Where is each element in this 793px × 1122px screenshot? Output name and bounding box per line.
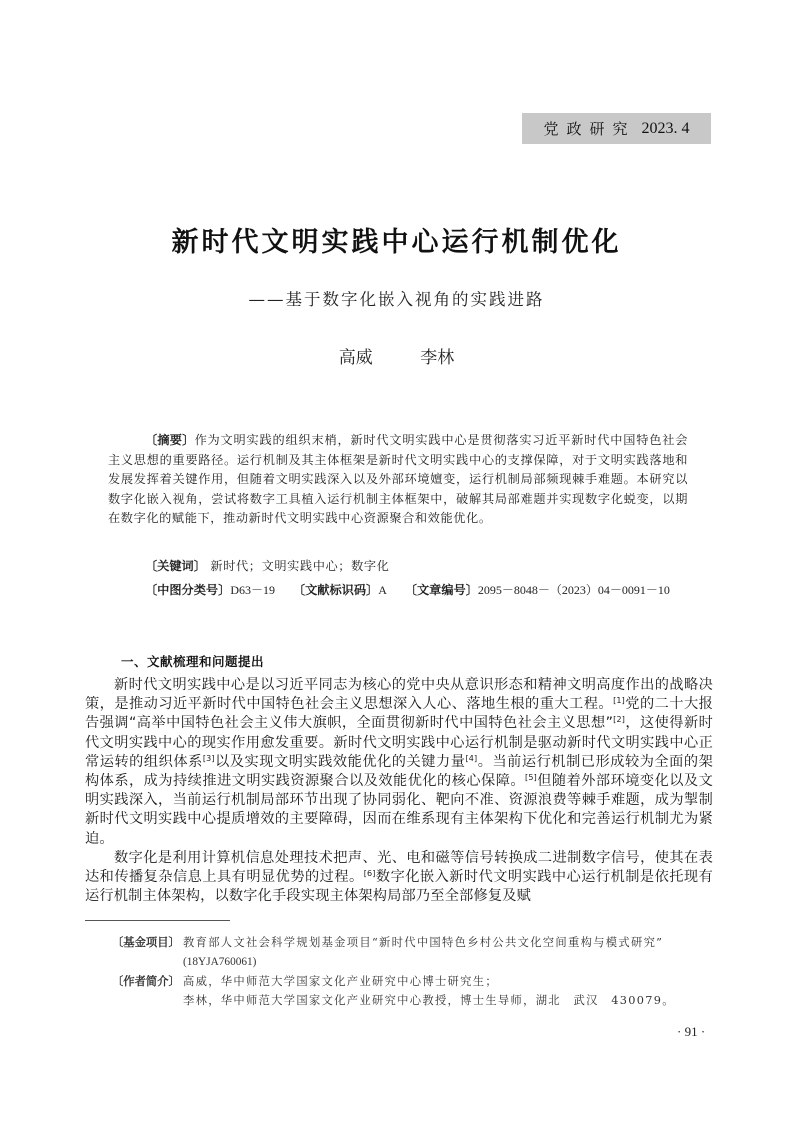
paragraph-text: 数字化嵌入新时代文明实践中心运行机制是依托现有运行机制主体架构，以数字化手段实现主体架构局部乃至全部修复及赋	[85, 869, 713, 905]
paragraph-text: 党的二十大报告强调“高举中国特色社会主义伟大旗帜，全面贯彻新时代中国特色社会主义思想”	[85, 696, 714, 732]
journal-header-badge	[522, 113, 711, 144]
author-name: 李林	[420, 348, 455, 368]
paragraph-text: 数字化是利用计算机信息处理技术把声、光、电和磁等信号转换成二进制数字信号，使其在表达和传播复杂信息上具有明显优势的过程。	[85, 849, 713, 886]
author-bio-label: 〔作者简介〕	[112, 975, 180, 988]
clc-label: 〔中图分类号〕	[145, 583, 231, 597]
keywords-text: 新时代；文明实践中心；数字化	[210, 559, 390, 573]
fund-footnote	[112, 933, 717, 972]
fund-label: 〔基金项目〕	[112, 936, 180, 949]
article-title: 新时代文明实践中心运行机制优化	[171, 227, 622, 258]
footnotes	[112, 933, 717, 1010]
body-paragraph	[85, 849, 713, 907]
abstract-text: 作为文明实践的组织末梢，新时代文明实践中心是贯彻落实习近平新时代中国特色社会主义思想的重要路径。运行机制及其主体框架是新时代文明实践中心的支撑保障，对于文明实践落地和发展发挥着关键作用，但随着文明实践深入以及外部环境嬗变，运行机制局部频现棘手难题。本研究以数字化嵌入视角，尝试将数字工具植入运行机制主体框架中，破解其局部难题并实现数字化蜕变，以期在数字化的赋能下，推动新时代文明实践中心资源聚合和效能优化。	[108, 433, 688, 525]
citation-marker[interactable]: [1]	[613, 696, 625, 706]
body-text	[85, 676, 713, 906]
footnote-divider	[85, 920, 230, 921]
page-number: · 91 ·	[677, 1024, 706, 1039]
paragraph-text: 。当前运行机制已形成较为全面的架构体系，成为持续推进文明实践资源聚合以及效能优化的核心保障。	[85, 753, 713, 790]
author-name: 高威	[338, 348, 373, 368]
abstract-label: 〔摘要〕	[145, 433, 195, 447]
fund-text: 教育部人文社会科学规划基金项目“新时代中国特色乡村公共文化空间重构与模式研究”	[183, 936, 664, 949]
author-footnote	[112, 972, 717, 1010]
journal-issue: 2023. 4	[641, 119, 690, 137]
citation-marker[interactable]: [5]	[525, 773, 537, 783]
article-no-label: 〔文章编号〕	[404, 583, 478, 597]
citation-marker[interactable]: [4]	[465, 753, 478, 763]
keywords-label: 〔关键词〕	[145, 559, 206, 573]
keywords-line	[145, 557, 389, 574]
paragraph-text: 以及实现文明实践效能优化的关键力量	[214, 753, 466, 770]
article-no-value: 2095－8048－（2023）04－0091－10	[477, 583, 670, 597]
fund-number: (18YJA760061)	[183, 956, 257, 968]
body-paragraph	[85, 676, 713, 849]
doc-code-value: A	[378, 583, 387, 597]
article-subtitle: ——基于数字化嵌入视角的实践进路	[248, 290, 545, 309]
journal-name: 党政研究	[543, 120, 636, 138]
paragraph-text: ，这使得新时代文明实践中心的现实作用愈发重要。新时代文明实践中心运行机制是驱动新时代文明实践中心正常运转的组织体系	[85, 715, 713, 770]
citation-marker[interactable]: [6]	[363, 869, 376, 879]
citation-marker[interactable]: [2]	[613, 715, 626, 725]
classification-line	[145, 581, 670, 598]
abstract	[108, 431, 688, 529]
author-bio-1: 高威，华中师范大学国家文化产业研究中心博士研究生；	[183, 975, 498, 988]
paragraph-text: 新时代文明实践中心是以习近平同志为核心的党中央从意识形态和精神文明高度作出的战略决策，是推动习近平新时代中国特色社会主义思想深入人心、落地生根的重大工程。	[85, 677, 713, 713]
section-heading: 一、文献梳理和问题提出	[121, 654, 265, 669]
author-list	[0, 343, 793, 368]
doc-code-label: 〔文献标识码〕	[292, 583, 379, 597]
paragraph-text: 但随着外部环境变化以及文明实践深入，当前运行机制局部环节出现了协同弱化、靶向不准、资源浪费等棘手难题，成为掣制新时代文明实践中心提质增效的主要障碍，因而在维系现有主体架构下优化和完善运行机制尤为紧迫。	[85, 773, 713, 847]
clc-value: D63－19	[230, 583, 275, 597]
citation-marker[interactable]: [3]	[202, 753, 215, 763]
author-bio-2: 李林，华中师范大学国家文化产业研究中心教授，博士生导师，湖北 武汉 430079。	[183, 994, 675, 1007]
